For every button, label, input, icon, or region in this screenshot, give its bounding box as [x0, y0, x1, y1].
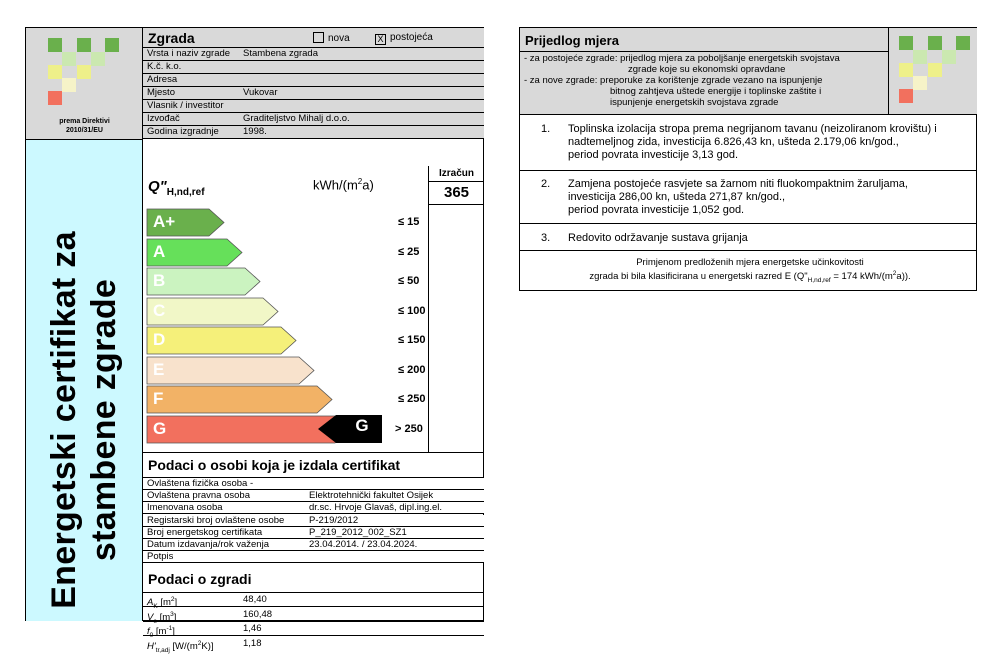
building-info-key: Izvođač [147, 113, 180, 124]
building-data-row [143, 608, 484, 625]
building-info-key: Vlasnik / investitor [147, 100, 224, 111]
unit-end: a) [362, 177, 374, 193]
calculation-column [428, 166, 484, 452]
band-label: B [153, 271, 166, 290]
building-info-row [143, 48, 484, 61]
measures-proposal [519, 27, 977, 291]
building-info-row [143, 74, 484, 87]
measure-item [520, 116, 976, 171]
energy-band-b [147, 268, 261, 294]
issuer-key: Broj energetskog certifikata [147, 526, 263, 538]
note-new-line3: ispunjenje energetskih svojstava zgrade [610, 97, 779, 108]
calculation-header: Izračun [429, 166, 484, 182]
key-unit-end: ] [172, 626, 175, 638]
building-data-row [143, 593, 484, 611]
key-unit-end: K)] [201, 640, 214, 652]
proposal-notes [524, 53, 884, 108]
band-arrow-icon [147, 298, 279, 325]
band-limit: ≤ 100 [398, 304, 426, 317]
key-subscript: e [153, 617, 157, 625]
measure-text-line: Toplinska izolacija stropa prema negrijanom tavanu (neizoliranom krovištu) i [568, 123, 937, 135]
issuer-key: Imenovana osoba [147, 502, 223, 514]
logo-caption-line2: 2010/31/EU [66, 127, 103, 134]
logo-caption [26, 117, 143, 135]
building-data-value: 1,46 [243, 623, 262, 634]
energy-band-a [147, 239, 243, 265]
key-subscript: 0 [149, 632, 154, 640]
checkbox-checked-icon: X [375, 34, 386, 45]
measure-item [520, 224, 976, 251]
measure-number: 1. [541, 123, 551, 135]
band-label: A [153, 241, 166, 261]
key-unit: [W/(m [169, 640, 198, 652]
energy-certificate [25, 27, 484, 654]
logo-mosaic-icon [48, 38, 120, 106]
measure-text-line: period povrata investicije 1,052 god. [568, 204, 745, 216]
measure-text-line: investicija 286,00 kn, ušteda 271,87 kn/god., [568, 191, 786, 203]
key-subscript: tr,adj [155, 646, 170, 654]
key-unit: [m [156, 611, 171, 623]
issuer-value: dr.sc. Hrvoje Glavaš, dipl.ing.el. [309, 502, 443, 514]
q-subscript: H,nd,ref [166, 187, 205, 198]
calculation-value: 365 [443, 184, 470, 201]
band-limit: ≤ 150 [398, 334, 426, 346]
energy-band-e [147, 357, 315, 383]
measure-text [568, 123, 968, 162]
building-title: Zgrada [148, 30, 195, 46]
building-info-key: Godina izgradnje [147, 126, 219, 137]
q-indicator-label [148, 178, 205, 198]
summary-line1: Primjenom predloženih mjera energetske učinkovitosti [636, 257, 864, 268]
band-label: E [153, 359, 165, 379]
issuer-value: P_219_2012_002_SZ1 [309, 526, 407, 538]
building-info-key: Adresa [147, 74, 178, 85]
unit-sup: 2 [357, 177, 363, 186]
building-data-value: 48,40 [243, 594, 267, 605]
band-label: D [153, 330, 166, 349]
energy-class-scale [143, 166, 484, 452]
issuer-key: Datum izdavanja/rok važenja [147, 539, 269, 550]
issuer-key: Ovlaštena pravna osoba [147, 490, 250, 502]
measure-text-line: period povrata investicije 3,13 god. [568, 149, 738, 161]
building-info-value: Stambena zgrada [243, 48, 318, 59]
measure-text-line: nadtemeljnog zida, investicija 6.826,43 kn, ušteda 2.179,06 kn/god., [568, 136, 899, 148]
issuer-key: Registarski broj ovlaštene osobe [147, 514, 285, 526]
building-info-value: 1998. [243, 126, 267, 137]
building-data-row [143, 637, 484, 654]
measure-number: 2. [541, 178, 551, 190]
band-arrow-icon [147, 357, 315, 384]
checkbox-empty-icon [313, 32, 324, 43]
band-arrow-icon [147, 386, 333, 413]
key-unit-sup: 2 [170, 596, 175, 603]
certificate-title-line2: stambene zgrade [85, 278, 123, 562]
current-class-label: G [355, 416, 369, 435]
measure-text [568, 178, 968, 217]
key-symbol: H' [147, 640, 156, 652]
band-limit: ≤ 15 [398, 216, 420, 228]
key-unit: [m [157, 597, 171, 609]
band-limit: > 250 [395, 422, 423, 435]
summary-line2 [550, 268, 950, 286]
measure-text-line: Zamjena postojeće rasvjete sa žarnom niti fluokompaktnim žaruljama, [568, 178, 908, 190]
issuer-value: P-219/2012 [309, 514, 359, 526]
building-info-row [143, 87, 484, 100]
building-header [143, 28, 484, 48]
key-unit-sup: -1 [166, 625, 173, 632]
measure-number: 3. [541, 232, 551, 244]
logo-caption-line1: prema Direktivi [59, 118, 110, 125]
band-limit: ≤ 25 [398, 245, 420, 258]
building-data-row [143, 622, 484, 640]
building-data-title: Podaci o zgradi [143, 567, 484, 593]
key-unit-end: ] [174, 597, 178, 609]
band-limit: ≤ 250 [398, 393, 426, 405]
building-info-key: Mjesto [147, 87, 175, 98]
band-label: F [153, 389, 164, 408]
measure-item [520, 171, 976, 224]
calculation-underline [429, 204, 484, 205]
issuer-row [143, 539, 484, 551]
energy-band-f [147, 386, 333, 412]
issuer-row [143, 478, 484, 490]
summary-subscript: H,nd,ref [807, 277, 831, 285]
building-info-key: K.č. k.o. [147, 61, 182, 72]
summary-part-b: = 174 kWh/(m [830, 271, 893, 283]
issuer-row [143, 490, 484, 502]
energy-band-c [147, 298, 279, 324]
summary-part-c: a)). [896, 271, 911, 283]
building-data-value: 1,18 [243, 637, 262, 649]
proposal-header [520, 28, 889, 115]
building-data-value: 160,48 [243, 608, 273, 620]
logo-mosaic-icon [899, 36, 971, 104]
issuer-value: 23.04.2014. / 23.04.2024. [309, 539, 418, 550]
proposal-logo [889, 28, 977, 115]
band-label: C [153, 300, 166, 320]
new-building-label: nova [328, 33, 350, 44]
proposal-title: Prijedlog mjera [520, 28, 888, 52]
building-info-key: Vrsta i naziv zgrade [147, 48, 231, 59]
key-unit-end: ] [173, 611, 177, 623]
building-info-row [143, 126, 484, 139]
key-unit-sup: 3 [170, 610, 174, 618]
unit-main: kWh/(m [313, 177, 358, 193]
issuer-key: Ovlaštena fizička osoba - [147, 478, 254, 489]
summary-sup: 2 [892, 270, 897, 277]
note-new-line2: bitnog zahtjeva uštede energije i toplinske zaštite i [610, 86, 822, 97]
note-existing-line1: - za postojeće zgrade: prijedlog mjera za poboljšanje energetskih svojstava [524, 53, 840, 64]
new-building-checkbox[interactable] [313, 32, 350, 44]
key-symbol: A [147, 597, 154, 609]
band-label: G [153, 418, 167, 438]
key-subscript: K [153, 603, 158, 611]
key-symbol: f [147, 626, 150, 638]
key-unit-sup: 2 [197, 639, 202, 647]
measure-text [568, 232, 968, 245]
energy-band-aplus [147, 209, 225, 235]
key-unit: [m [153, 626, 167, 638]
band-limit: ≤ 50 [398, 275, 420, 287]
building-info-row [143, 113, 484, 126]
building-info-row [143, 61, 484, 74]
band-arrow-icon [147, 327, 297, 354]
unit-label [313, 177, 374, 192]
existing-building-label: postojeća [390, 32, 433, 43]
summary-part-a: zgrada bi bila klasificirana u energetski razred E (Q" [589, 271, 808, 283]
issuer-row [143, 527, 484, 539]
building-info-value: Vukovar [243, 87, 278, 98]
building-data-key [147, 637, 214, 657]
issuer-key: Potpis [147, 551, 174, 563]
issuer-row [143, 515, 484, 527]
directive-logo [26, 28, 143, 140]
energy-band-d [147, 327, 297, 353]
issuer-row [143, 551, 484, 563]
building-info-value: Graditeljstvo Mihalj d.o.o. [243, 113, 350, 124]
note-existing-line2: zgrade koje su ekonomski opravdane [628, 64, 786, 75]
key-symbol: V [147, 611, 154, 623]
issuer-row [143, 502, 484, 514]
band-limit: ≤ 200 [398, 363, 426, 376]
issuer-value: Elektrotehnički fakultet Osijek [309, 490, 434, 502]
existing-building-checkbox[interactable] [375, 32, 433, 45]
certificate-title-line1: Energetski certifikat za [45, 231, 83, 609]
certificate-title [44, 180, 124, 660]
building-info-row [143, 100, 484, 113]
q-symbol: Q" [148, 178, 167, 195]
measure-text-line: Redovito održavanje sustava grijanja [568, 232, 748, 244]
band-label: A+ [153, 212, 176, 231]
note-new-line1: - za nove zgrade: preporuke za korištenje zgrade vezano na ispunjenje [524, 75, 823, 86]
issuer-section-title: Podaci o osobi koja je izdala certifikat [143, 452, 484, 478]
proposal-summary [550, 257, 950, 286]
certificate-title-band [26, 140, 143, 621]
